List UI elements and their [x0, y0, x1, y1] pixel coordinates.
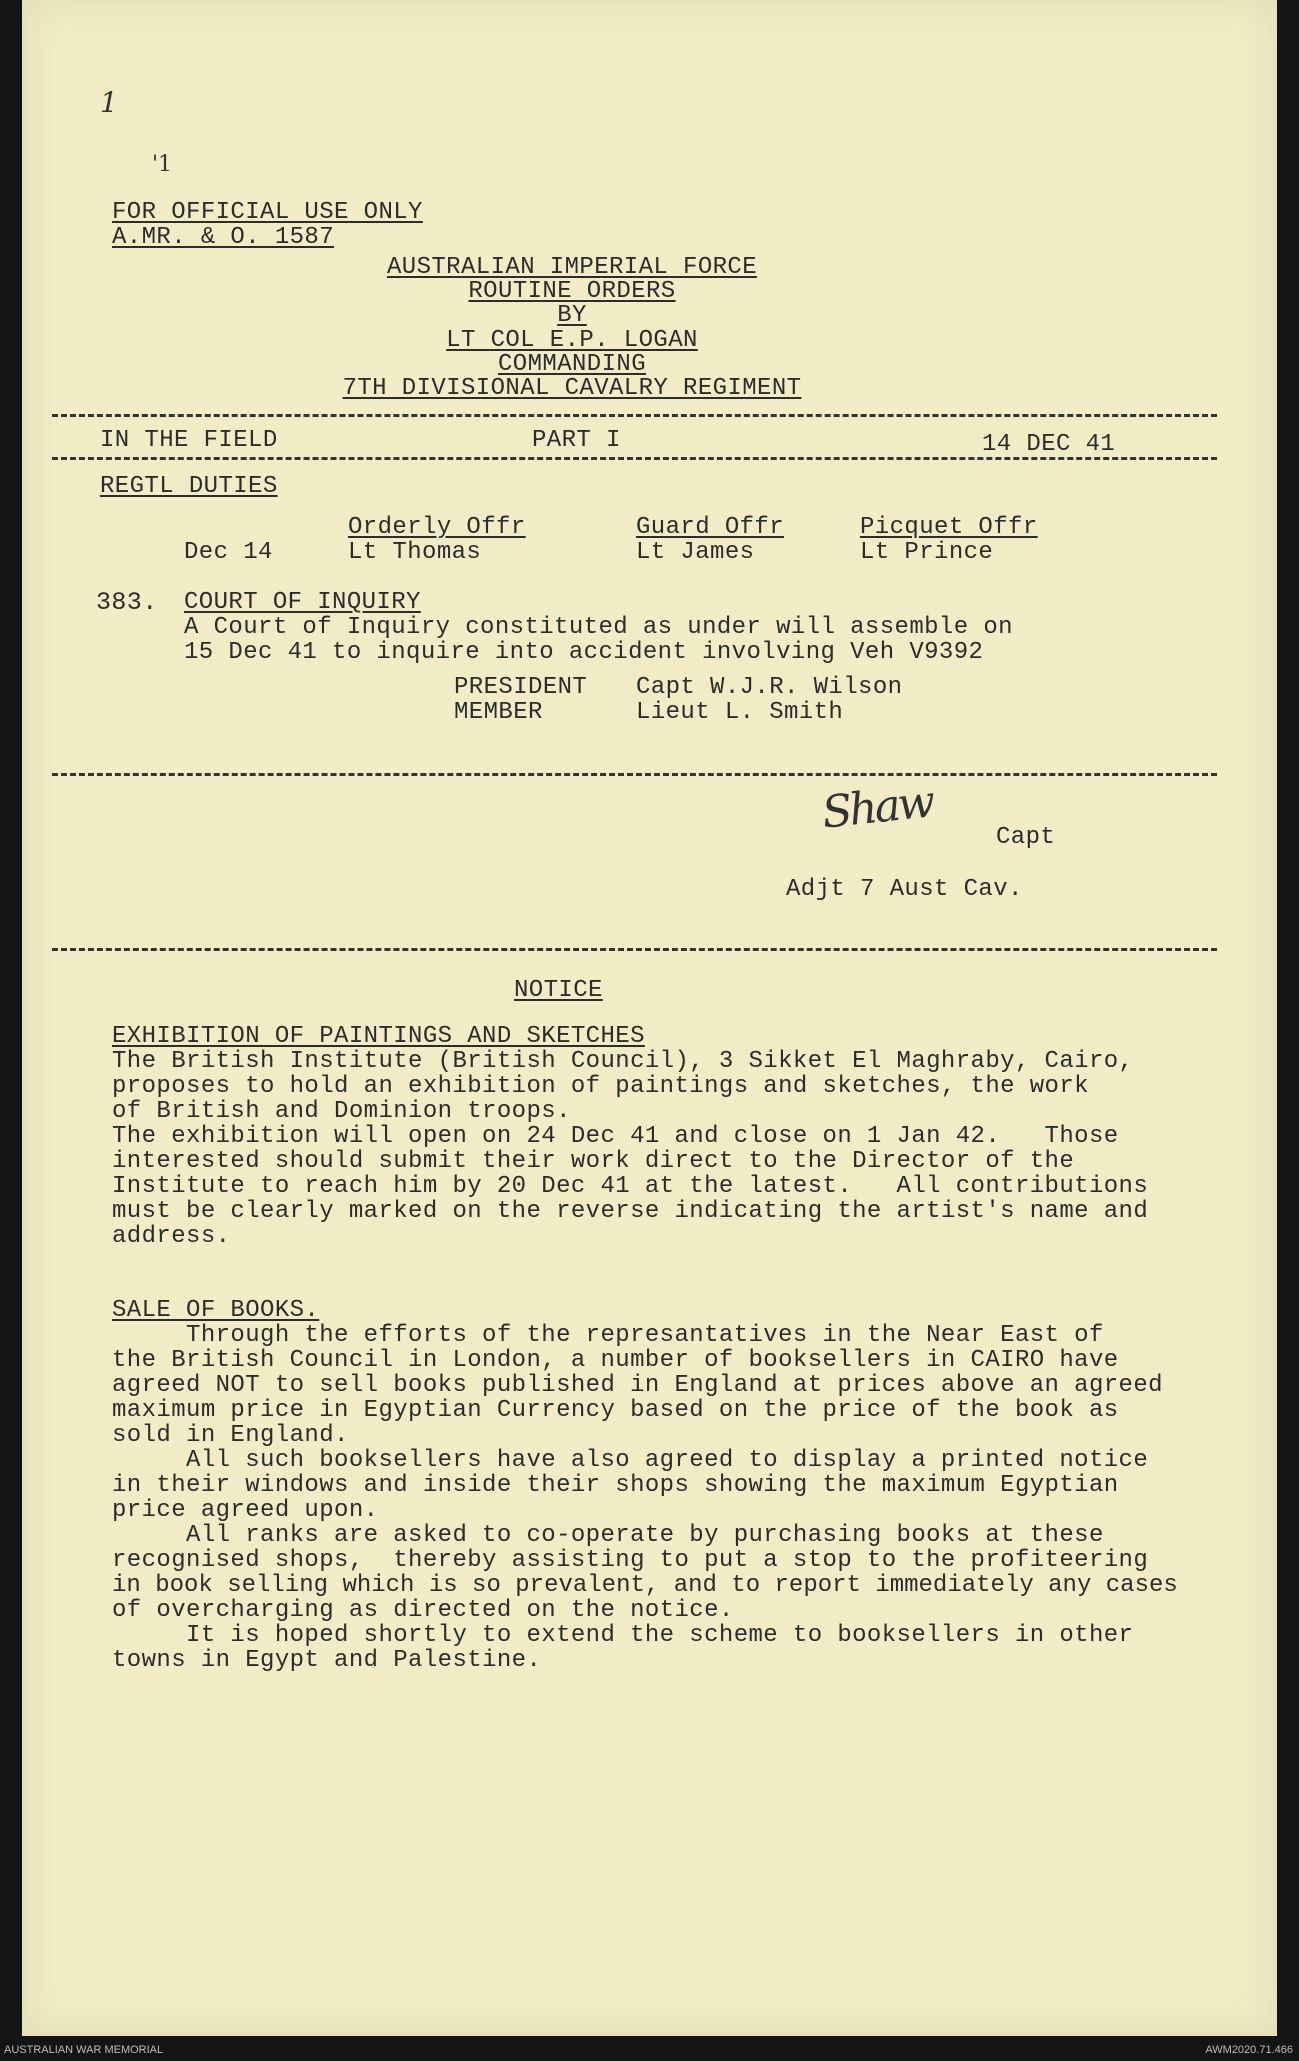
member-role: PRESIDENT [454, 674, 588, 701]
exhibition-line: must be clearly marked on the reverse indicating the artist's name and [112, 1198, 1149, 1225]
classification: FOR OFFICIAL USE ONLY [112, 199, 423, 226]
order-number: 383. [96, 588, 158, 617]
member-name: Lieut L. Smith [636, 699, 844, 726]
part-number: PART I [532, 427, 621, 454]
books-line: It is hoped shortly to extend the scheme to booksellers in other [112, 1622, 1134, 1649]
books-line: agreed NOT to sell books published in England at prices above an agreed [112, 1372, 1163, 1399]
duty-officer: Lt James [636, 539, 755, 566]
title-line: ROUTINE ORDERS [468, 278, 676, 305]
title-line: 7TH DIVISIONAL CAVALRY REGIMENT [342, 375, 802, 402]
title-line: LT COL E.P. LOGAN [446, 327, 698, 354]
books-line: All ranks are asked to co-operate by purchasing books at these [112, 1522, 1104, 1549]
books-heading: SALE OF BOOKS. [112, 1297, 320, 1324]
books-line: maximum price in Egyptian Currency based on the price of the book as [112, 1397, 1119, 1424]
signatory-appointment: Adjt 7 Aust Cav. [786, 876, 1023, 903]
page-number: 1 [100, 86, 118, 119]
duty-day: Dec 14 [184, 539, 273, 566]
books-line: recognised shops, thereby assisting to put a stop to the profiteering [112, 1547, 1149, 1574]
order-text-line: 15 Dec 41 to inquire into accident involving Veh V9392 [184, 639, 984, 666]
books-line: sold in England. [112, 1422, 349, 1449]
books-line: the British Council in London, a number of booksellers in CAIRO have [112, 1347, 1119, 1374]
title-line: COMMANDING [497, 351, 647, 378]
order-heading: COURT OF INQUIRY [184, 589, 421, 616]
divider-rule [52, 948, 1217, 951]
books-line: price agreed upon. [112, 1497, 379, 1524]
books-line: in their windows and inside their shops showing the maximum Egyptian [112, 1472, 1119, 1499]
order-date: 14 DEC 41 [982, 431, 1116, 458]
divider-rule [52, 773, 1217, 776]
duties-heading: REGTL DUTIES [100, 473, 278, 500]
divider-rule [52, 457, 1217, 460]
divider-rule [52, 414, 1217, 417]
exhibition-line: Institute to reach him by 20 Dec 41 at the latest. All contributions [112, 1173, 1149, 1200]
books-line: of overcharging as directed on the notice. [112, 1597, 734, 1624]
books-line: All such booksellers have also agreed to display a printed notice [112, 1447, 1149, 1474]
location: IN THE FIELD [100, 427, 278, 454]
notice-title: NOTICE [514, 977, 603, 1004]
title-line: BY [557, 302, 587, 329]
exhibition-line: interested should submit their work direct to the Director of the [112, 1148, 1075, 1175]
exhibition-line: of British and Dominion troops. [112, 1098, 571, 1125]
exhibition-line: proposes to hold an exhibition of paintings and sketches, the work [112, 1073, 1089, 1100]
exhibition-line: The British Institute (British Council), 3 Sikket El Maghraby, Cairo, [112, 1048, 1134, 1075]
member-name: Capt W.J.R. Wilson [636, 674, 903, 701]
duty-col-header: Orderly Offr [348, 514, 526, 541]
signature: Shaw [819, 776, 935, 839]
member-role: MEMBER [454, 699, 543, 726]
tick-mark: '1 [152, 152, 173, 177]
exhibition-heading: EXHIBITION OF PAINTINGS AND SKETCHES [112, 1023, 645, 1050]
duty-col-header: Guard Offr [636, 514, 785, 541]
document-page [22, 0, 1277, 2036]
exhibition-line: The exhibition will open on 24 Dec 41 and close on 1 Jan 42. Those [112, 1123, 1119, 1150]
title-line: AUSTRALIAN IMPERIAL FORCE [386, 254, 758, 281]
duty-officer: Lt Prince [860, 539, 994, 566]
footer-credit: AUSTRALIAN WAR MEMORIAL [4, 2044, 164, 2056]
order-text-line: A Court of Inquiry constituted as under will assemble on [184, 614, 1013, 641]
books-line: towns in Egypt and Palestine. [112, 1647, 542, 1674]
duty-officer: Lt Thomas [348, 539, 482, 566]
exhibition-line: address. [112, 1223, 231, 1250]
books-line: Through the efforts of the represantatives in the Near East of [112, 1322, 1104, 1349]
books-line: in book selling which is so prevalent, and to report immediately any cases [112, 1572, 1178, 1599]
signatory-rank: Capt [996, 824, 1056, 851]
footer-accession-number: AWM2020.71.466 [1205, 2044, 1293, 2056]
duty-col-header: Picquet Offr [860, 514, 1038, 541]
order-reference: A.MR. & O. 1587 [112, 224, 335, 251]
